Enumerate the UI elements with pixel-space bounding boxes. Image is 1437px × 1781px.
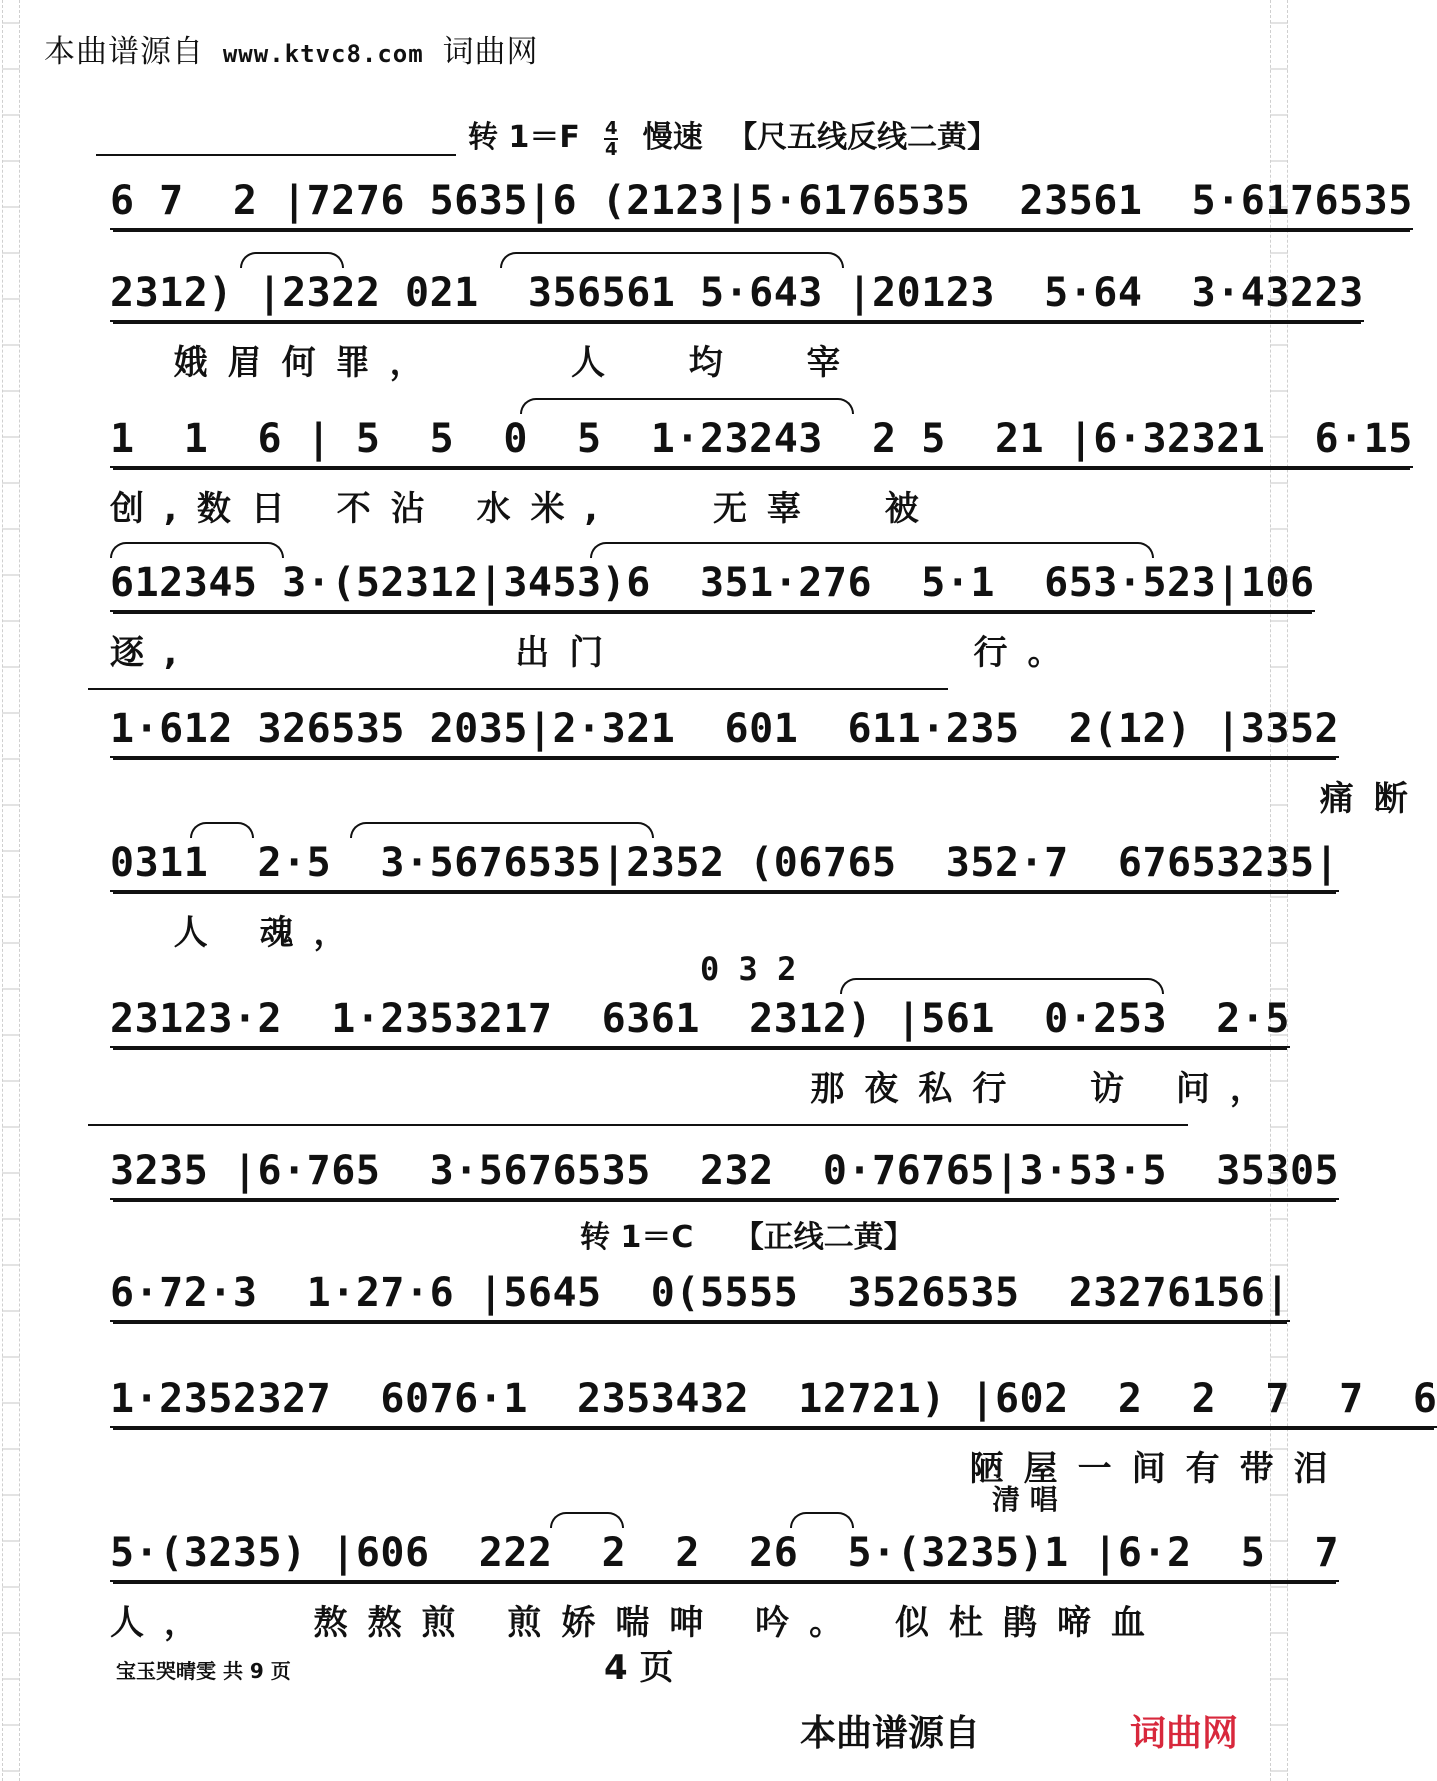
- notation: [110, 560, 1315, 612]
- time-signature-bottom: 4: [605, 138, 618, 160]
- footer-brand-prefix: 本曲谱源自: [800, 1713, 981, 1754]
- notation: [110, 178, 1413, 230]
- notes-text: 6 7 2 |7276 5635|6 (2123|5·6176535 23561 5·6176535: [110, 178, 1413, 230]
- lyrics: 创,数日 不沾 水米, 无辜 被: [110, 489, 939, 529]
- lyrics: 那夜私行 访 问，: [110, 1069, 1284, 1109]
- score-line-2: [110, 240, 1364, 400]
- key-label: 转 1＝F: [468, 120, 580, 155]
- mode-marking: 【正线二黄】: [733, 1220, 914, 1255]
- notes-text: 612345 3·(52312|3453)6 351·276 5·1 653·523|106: [110, 560, 1315, 612]
- slur: [590, 542, 1154, 558]
- lyrics: 人 魂，: [110, 913, 368, 953]
- notation: [110, 1530, 1339, 1582]
- lyrics: 痛断: [110, 779, 1428, 819]
- lyrics: 娥眉何罪， 人 均 宰: [110, 343, 861, 383]
- slur: [350, 822, 654, 838]
- notation: [110, 416, 1413, 468]
- slur: [520, 398, 854, 414]
- notation: [110, 840, 1339, 892]
- notes-text: 0311 2·5 3·5676535|2352 (06765 352·7 67653235|: [110, 840, 1339, 892]
- lyrics: 陋屋一间有带泪: [110, 1449, 1348, 1489]
- score-line-4: [110, 530, 1315, 690]
- notes-text: 5·(3235) |606 222 2 2 26 5·(3235)1 |6·2 5 7: [110, 1530, 1339, 1582]
- notes-text: 3235 |6·765 3·5676535 232 0·76765|3·53·5 35305: [110, 1148, 1339, 1200]
- lyrics: 逐, 出门 行。: [110, 633, 1082, 673]
- score-line-6: [110, 810, 1340, 970]
- notes-text: 1 1 6 | 5 5 0 5 1·23243 2 5 21 |6·32321 6·15: [110, 416, 1413, 468]
- score-line-3: [110, 386, 1413, 546]
- slur: [190, 822, 254, 838]
- notation: [110, 1376, 1437, 1428]
- notation: [110, 270, 1364, 322]
- page-header: [44, 26, 539, 71]
- slur: [550, 1512, 624, 1528]
- notes-text: 6·72·3 1·27·6 |5645 0(5555 3526535 23276156|: [110, 1270, 1290, 1322]
- slur: [500, 252, 844, 268]
- notes-text: 1·2352327 6076·1 2353432 12721) |602 2 2 7 7 6: [110, 1376, 1437, 1428]
- header-prefix: 本曲谱源自: [44, 34, 204, 70]
- footer-brand-logo[interactable]: 词曲网: [1130, 1713, 1239, 1754]
- slur: [240, 252, 344, 268]
- key-label: 转 1＝C: [580, 1220, 694, 1255]
- notation: [110, 1270, 1290, 1322]
- notation: [110, 996, 1290, 1048]
- notation: [110, 706, 1339, 758]
- tempo-marking: 慢速: [642, 120, 703, 155]
- score-line-7: [110, 966, 1290, 1126]
- notes-text: 2312) |2322 021 356561 5·643 |20123 5·64 3·43223: [110, 270, 1364, 322]
- header-site: 词曲网: [442, 34, 539, 70]
- slur: [840, 978, 1164, 994]
- notation: [110, 1148, 1339, 1200]
- performance-direction: 清 唱: [992, 1483, 1058, 1516]
- grace-notes: 0 3 2: [700, 950, 797, 988]
- notes-text: 1·612 326535 2035|2·321 601 611·235 2(12) |3352: [110, 706, 1339, 758]
- notes-text: 23123·2 1·2353217 6361 2312) |561 0·253 2·5: [110, 996, 1290, 1048]
- left-watermark-strip: [2, 0, 20, 1781]
- lyrics: 人， 熬熬煎 煎娇喘呻 吟。 似杜鹃啼血: [110, 1603, 1166, 1643]
- footer-title: 宝玉哭晴雯 共 9 页: [116, 1659, 291, 1683]
- score-line-11: [110, 1500, 1340, 1660]
- slur: [110, 542, 284, 558]
- header-url[interactable]: www.ktvc8.com: [222, 40, 424, 68]
- page-number: 4 页: [604, 1648, 674, 1688]
- time-signature-top: 4: [605, 117, 618, 139]
- slur: [790, 1512, 854, 1528]
- mode-marking: 【尺五线反线二黄】: [727, 120, 998, 155]
